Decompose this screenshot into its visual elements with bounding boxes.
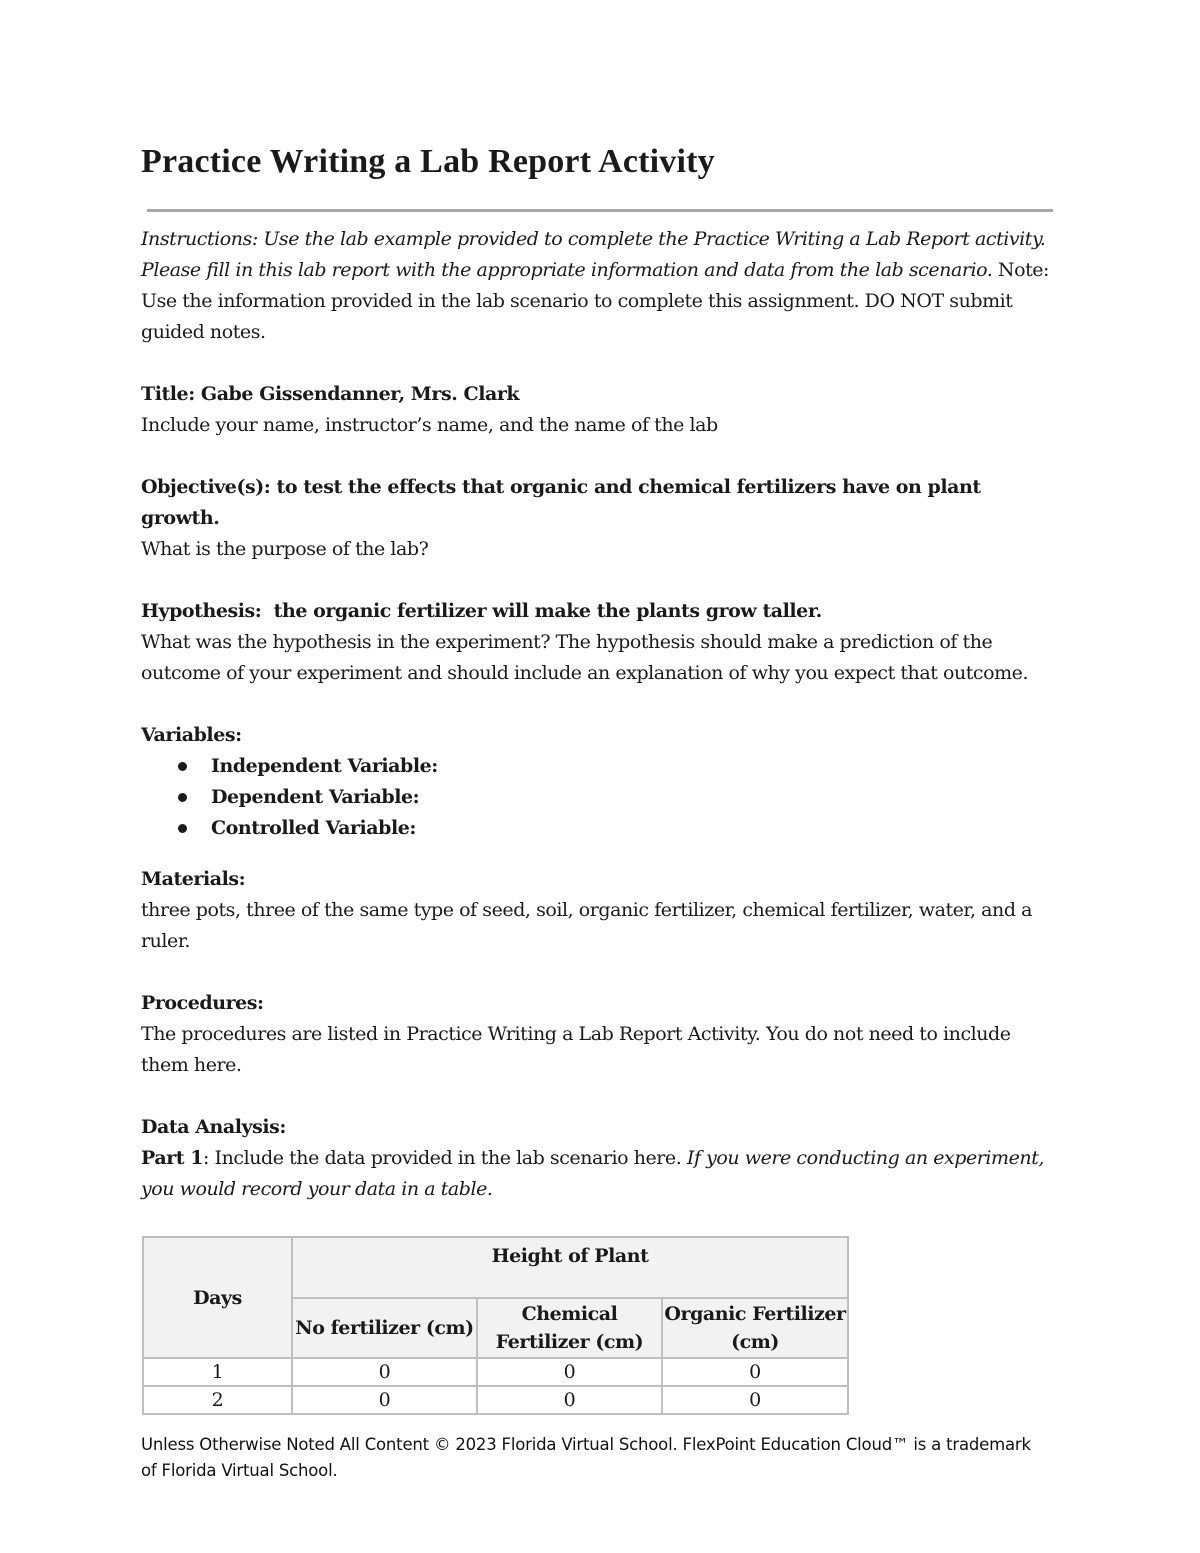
days-header: Days (143, 1237, 292, 1358)
bullet-icon (178, 824, 187, 833)
table-cell: 0 (477, 1386, 662, 1414)
part1-italic: If you were conducting an experiment, you would record your data in a table. (141, 1147, 1044, 1200)
hypothesis-label: Hypothesis: (141, 600, 262, 622)
variables-label: Variables: (141, 724, 242, 746)
part1-label: Part 1 (141, 1147, 204, 1169)
instructions-note: Note: Use the information provided in the lab scenario to complete this assignment. DO NOT submit guided notes. (141, 259, 1050, 343)
objective-hint: What is the purpose of the lab? (141, 538, 429, 560)
title-divider (147, 209, 1053, 212)
chemical-fertilizer-header: Chemical Fertilizer (cm) (477, 1298, 662, 1358)
instructions-paragraph (141, 224, 1056, 348)
lab-report-page (141, 140, 1056, 1205)
table-row (143, 1386, 848, 1414)
part1-text: : Include the data provided in the lab scenario here. (203, 1147, 687, 1169)
title-label: Title: Gabe Gissendanner, Mrs. Clark (141, 383, 520, 405)
table-cell: 2 (143, 1386, 292, 1414)
hypothesis-line (141, 596, 1056, 627)
part1-paragraph (141, 1143, 1056, 1205)
bullet-icon (178, 793, 187, 802)
objective-line (141, 472, 1056, 534)
table-cell: 0 (477, 1358, 662, 1386)
table-cell: 0 (292, 1386, 477, 1414)
title-hint: Include your name, instructor’s name, and the name of the lab (141, 414, 718, 436)
objective-answer: to test the effects that organic and chemical fertilizers have on plant growth. (141, 476, 981, 529)
table-cell: 0 (292, 1358, 477, 1386)
bullet-icon (178, 762, 187, 771)
height-of-plant-header: Height of Plant (292, 1237, 848, 1298)
list-item (141, 751, 1056, 782)
materials-label: Materials: (141, 868, 246, 890)
table-cell: 0 (662, 1386, 848, 1414)
materials-text: three pots, three of the same type of seed, soil, organic fertilizer, chemical fertilizer, water, and a ruler. (141, 899, 1033, 952)
instructions-text: Instructions: Use the lab example provided to complete the Practice Writing a Lab Report activity. Please fill in this lab report with the appropriate information and data from the lab scenario. (141, 228, 1046, 281)
procedures-label: Procedures: (141, 992, 264, 1014)
objective-label: Objective(s): (141, 476, 271, 498)
no-fertilizer-header: No fertilizer (cm) (292, 1298, 477, 1358)
page-title: Practice Writing a Lab Report Activity (141, 143, 715, 180)
plant-height-table (142, 1236, 849, 1415)
controlled-variable-label: Controlled Variable: (211, 817, 416, 839)
table-row (143, 1358, 848, 1386)
list-item (141, 782, 1056, 813)
hypothesis-answer: the organic fertilizer will make the plants grow taller. (273, 600, 822, 622)
list-item (141, 813, 1056, 844)
variables-list (141, 751, 1056, 844)
table-cell: 0 (662, 1358, 848, 1386)
hypothesis-hint: What was the hypothesis in the experiment? The hypothesis should make a prediction of the outcome of your experiment and should include an explanation of why you expect that outcome. (141, 631, 1029, 684)
copyright-footer: Unless Otherwise Noted All Content © 2023 Florida Virtual School. FlexPoint Education Cloud™ is a trademark of Florida Virtual School. (141, 1435, 1031, 1480)
organic-fertilizer-header: Organic Fertilizer (cm) (662, 1298, 848, 1358)
data-analysis-label: Data Analysis: (141, 1116, 286, 1138)
dependent-variable-label: Dependent Variable: (211, 786, 420, 808)
table-cell: 1 (143, 1358, 292, 1386)
independent-variable-label: Independent Variable: (211, 755, 438, 777)
procedures-text: The procedures are listed in Practice Writing a Lab Report Activity. You do not need to include them here. (141, 1023, 1011, 1076)
